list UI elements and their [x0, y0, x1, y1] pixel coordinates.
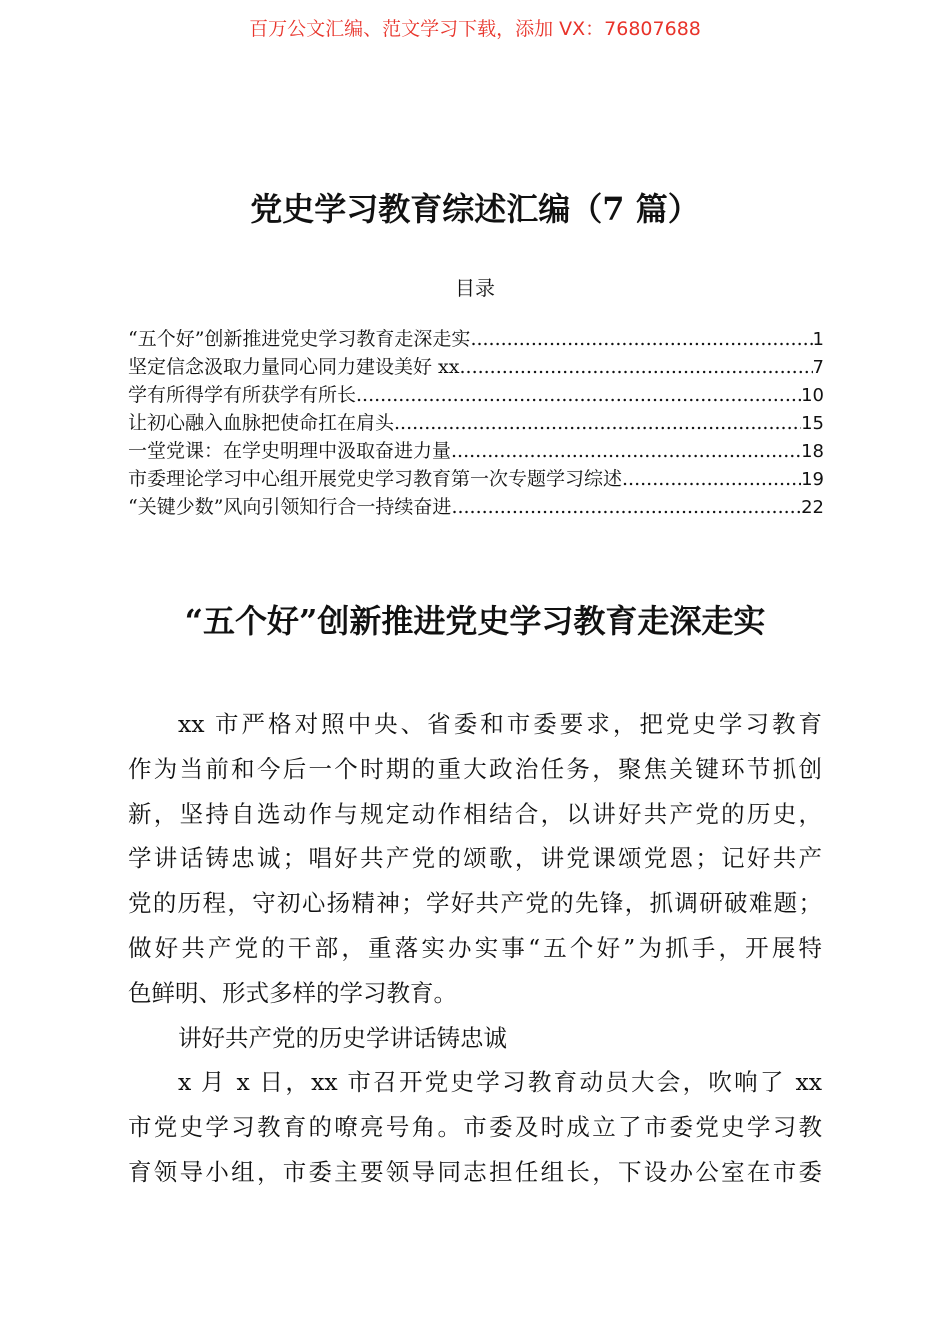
- toc-leader-dots: [394, 409, 801, 437]
- toc-entry-page: 15: [801, 413, 824, 434]
- toc-entry-page: 22: [801, 497, 824, 518]
- toc-entry[interactable]: [128, 493, 824, 521]
- article-title: “五个好”创新推进党史学习教育走深走实: [184, 602, 766, 640]
- toc-entry-title: “五个好”创新推进党史学习教育走深走实: [128, 328, 471, 350]
- body-line: 学讲话铸忠诚；唱好共产党的颂歌，讲党课颂党恩；记好共产: [128, 844, 822, 873]
- body-line: x 月 x 日，xx 市召开党史学习教育动员大会，吹响了 xx: [178, 1068, 822, 1097]
- body-line: 市党史学习教育的嘹亮号角。市委及时成立了市委党史学习教: [128, 1113, 822, 1142]
- toc-leader-dots: [451, 437, 801, 465]
- toc-entry-page: 1: [812, 329, 824, 350]
- toc-entry[interactable]: [128, 353, 824, 381]
- toc-entry[interactable]: [128, 409, 824, 437]
- toc-entry-title: 一堂党课：在学史明理中汲取奋进力量: [128, 440, 452, 462]
- body-line: 色鲜明、形式多样的学习教育。: [128, 978, 457, 1007]
- toc-leader-dots: [470, 325, 812, 353]
- toc-entry[interactable]: [128, 465, 824, 493]
- toc-entry-title: “关键少数”风向引领知行合一持续奋进: [128, 496, 452, 518]
- toc-leader-dots: [459, 353, 812, 381]
- toc-entry-page: 7: [812, 357, 824, 378]
- table-of-contents: [128, 325, 824, 521]
- toc-heading: 目录: [455, 276, 495, 300]
- watermark-banner: 百万公文汇编、范文学习下载，添加 VX：76807688: [249, 18, 701, 40]
- body-line: 作为当前和今后一个时期的重大政治任务，聚焦关键环节抓创: [128, 754, 822, 783]
- body-line: 新，坚持自选动作与规定动作相结合，以讲好共产党的历史，: [128, 799, 822, 828]
- toc-entry-title: 学有所得学有所获学有所长: [128, 384, 357, 406]
- toc-entry-title: 坚定信念汲取力量同心同力建设美好 xx: [128, 356, 460, 378]
- body-line: xx 市严格对照中央、省委和市委要求，把党史学习教育: [178, 710, 822, 738]
- toc-leader-dots: [622, 465, 801, 493]
- toc-leader-dots: [356, 381, 801, 409]
- body-line: 党的历程，守初心扬精神；学好共产党的先锋，抓调研破难题；: [128, 889, 822, 918]
- section-heading: 讲好共产党的历史学讲话铸忠诚: [178, 1023, 507, 1052]
- body-line: 育领导小组，市委主要领导同志担任组长，下设办公室在市委: [128, 1157, 822, 1186]
- toc-entry-page: 19: [801, 469, 824, 490]
- document-title: 党史学习教育综述汇编（7 篇）: [250, 190, 700, 228]
- toc-entry-page: 18: [801, 441, 824, 462]
- article-body: [128, 702, 822, 1195]
- toc-entry-title: 让初心融入血脉把使命扛在肩头: [128, 412, 395, 434]
- toc-entry[interactable]: [128, 381, 824, 409]
- toc-entry-page: 10: [801, 385, 824, 406]
- toc-entry[interactable]: [128, 437, 824, 465]
- toc-entry-title: 市委理论学习中心组开展党史学习教育第一次专题学习综述: [128, 468, 623, 490]
- toc-leader-dots: [451, 493, 801, 521]
- toc-entry[interactable]: [128, 325, 824, 353]
- body-line: 做好共产党的干部，重落实办实事“五个好”为抓手，开展特: [128, 933, 822, 962]
